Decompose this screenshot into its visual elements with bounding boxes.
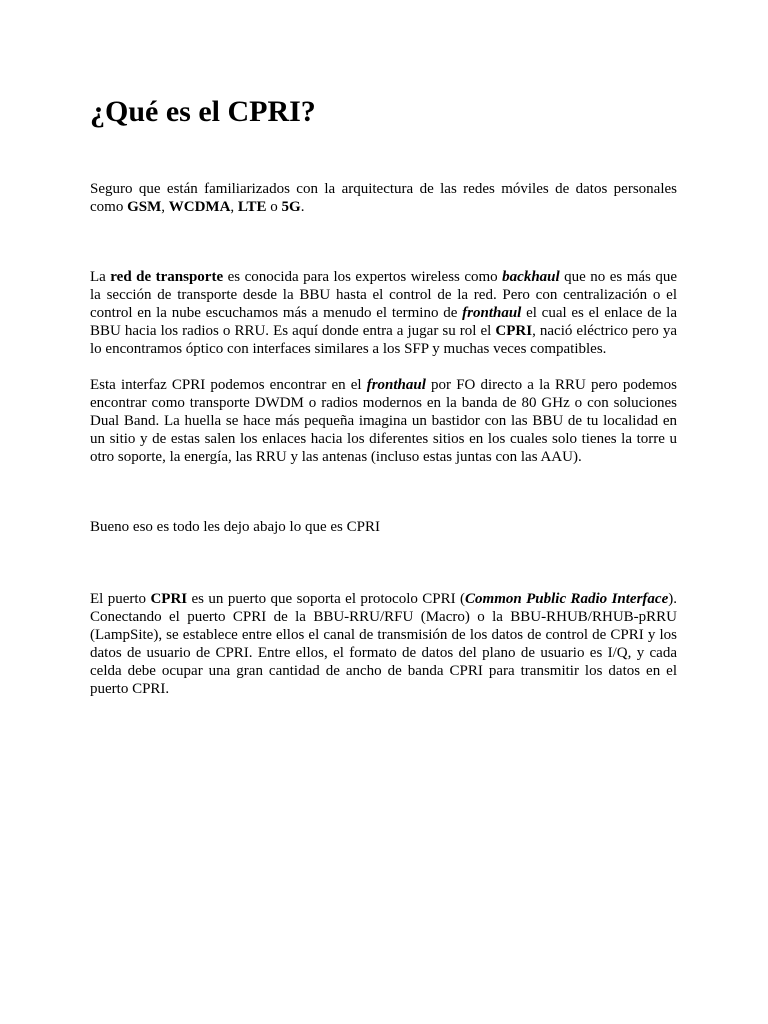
- term-fronthaul: fronthaul: [366, 377, 426, 393]
- page-title: ¿Qué es el CPRI?: [90, 95, 316, 128]
- paragraph-text: La: [90, 269, 111, 285]
- document-content: [90, 92, 677, 698]
- paragraph-interface: [90, 376, 677, 466]
- paragraph-closing: Bueno eso es todo les dejo abajo lo que es CPRI: [90, 519, 380, 535]
- paragraph-text: Seguro que están familiarizados con la arquitectura de las redes móviles de datos personales como: [90, 181, 677, 215]
- term-cpri: CPRI: [150, 591, 188, 607]
- term-gsm: GSM: [127, 199, 162, 215]
- paragraph-cpri-port: [90, 590, 677, 698]
- separator: ,: [161, 199, 169, 215]
- term-common-public-radio-interface: Common Public Radio Interface: [465, 591, 669, 607]
- term-wcdma: WCDMA: [168, 199, 231, 215]
- term-fronthaul: fronthaul: [462, 305, 522, 321]
- term-5g: 5G: [281, 199, 301, 215]
- paragraph-text: es conocida para los expertos wireless como: [223, 269, 503, 285]
- paragraph-text: es un puerto que soporta el protocolo CPRI (: [187, 591, 466, 607]
- paragraph-text: que no es más que la sección de transporte desde la BBU hasta el control de la red. Pero con centralización o el control en la nube escuchamos más a menudo el termino de: [90, 269, 678, 321]
- paragraph-text: El puerto: [90, 591, 151, 607]
- term-lte: LTE: [237, 199, 267, 215]
- separator: ,: [230, 199, 238, 215]
- term-red-de-transporte: red de transporte: [110, 269, 224, 285]
- paragraph-transport: [90, 268, 677, 358]
- paragraph-end: .: [300, 199, 305, 215]
- paragraph-text: el cual es el enlace de la BBU hacia los radios o RRU. Es aquí donde entra a jugar su rol el: [90, 305, 677, 339]
- term-cpri: CPRI: [495, 323, 533, 339]
- paragraph-text: ). Conectando el puerto CPRI de la BBU-RRU/RFU (Macro) o la BBU-RHUB/RHUB-pRRU (LampSite), se establece entre ellos el canal de transmisión de los datos de control de CPRI y los datos de usuario de CPRI. Entre ellos, el formato de datos del plano de usuario es I/Q, y cada celda debe ocupar una gran cantidad de ancho de banda CPRI para transmitir los datos en el puerto CPRI.: [90, 591, 677, 697]
- term-backhaul: backhaul: [502, 269, 560, 285]
- paragraph-text: por FO directo a la RRU pero podemos encontrar como transporte DWDM o radios modernos en la banda de 80 GHz o con soluciones Dual Band. La huella se hace más pequeña imagina un bastidor con las BBU de tu localidad en un sitio y de estas salen los enlaces hacia los diferentes sitios en los cuales solo tienes la torre u otro soporte, la energía, las RRU y las antenas (incluso estas juntas con las AAU).: [90, 377, 677, 465]
- paragraph-intro: [90, 180, 677, 216]
- separator: o: [266, 199, 282, 215]
- paragraph-text: , nació eléctrico pero ya lo encontramos óptico con interfaces similares a los SFP y muchas veces compatibles.: [90, 323, 677, 357]
- paragraph-text: Esta interfaz CPRI podemos encontrar en el: [90, 377, 367, 393]
